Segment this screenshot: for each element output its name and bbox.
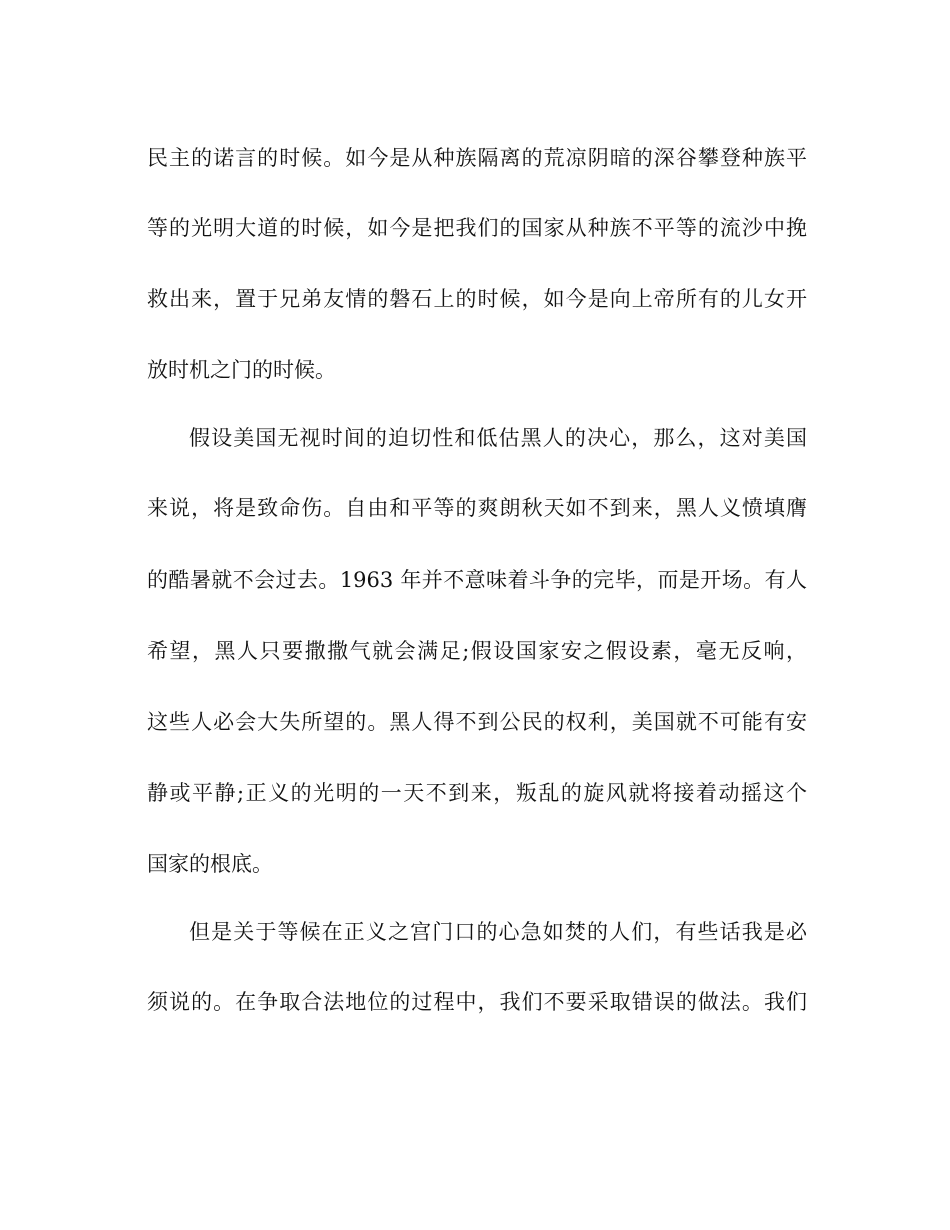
text-line: 等的光明大道的时候，如今是把我们的国家从种族不平等的流沙中挽 (147, 216, 807, 240)
text-line: 静或平静;正义的光明的一天不到来，叛乱的旋风就将接着动摇这个 (147, 781, 807, 805)
text-line: 救出来，置于兄弟友情的磐石上的时候，如今是向上帝所有的儿女开 (147, 287, 807, 311)
text-line: 须说的。在争取合法地位的过程中，我们不要采取错误的做法。我们 (147, 990, 807, 1014)
text-line: 国家的根底。 (147, 852, 273, 876)
text-line: 希望，黑人只要撒撒气就会满足;假设国家安之假设素，毫无反响， (147, 639, 807, 663)
text-line: 民主的诺言的时候。如今是从种族隔离的荒凉阴暗的深谷攀登种族平 (147, 146, 807, 170)
text-line: 这些人必会大失所望的。黑人得不到公民的权利，美国就不可能有安 (147, 710, 807, 734)
text-line: 但是关于等候在正义之宫门口的心急如焚的人们，有些话我是必 (189, 920, 807, 944)
text-line: 来说，将是致命伤。自由和平等的爽朗秋天如不到来，黑人义愤填膺 (147, 496, 807, 520)
text-line: 假设美国无视时间的迫切性和低估黑人的决心，那么，这对美国 (189, 426, 807, 450)
text-line: 的酷暑就不会过去。1963 年并不意味着斗争的完毕，而是开场。有人 (147, 568, 807, 592)
text-line: 放时机之门的时候。 (147, 358, 336, 382)
